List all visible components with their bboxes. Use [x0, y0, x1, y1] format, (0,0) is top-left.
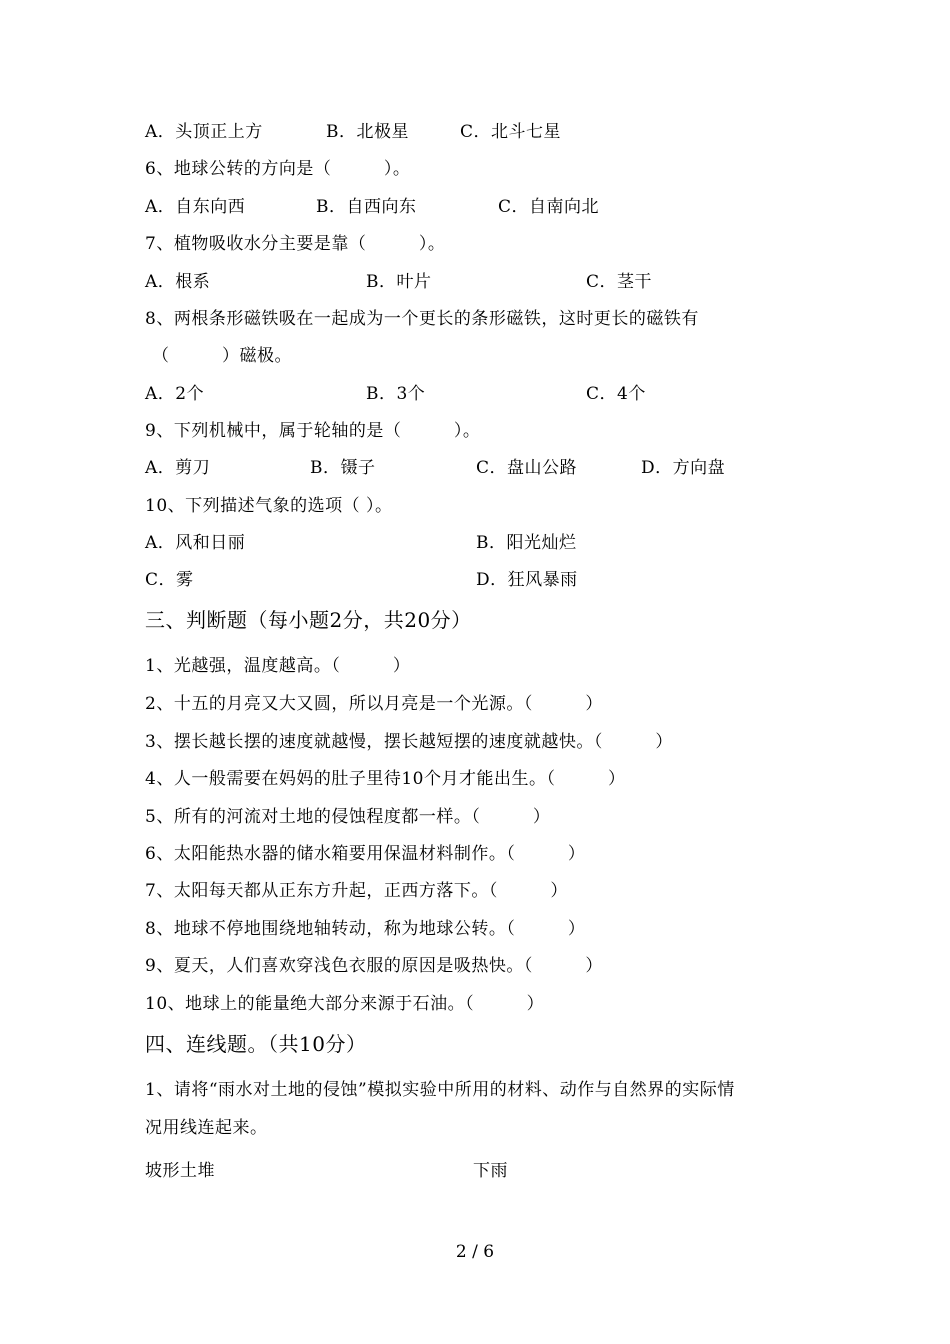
q10-stem: 10、下列描述气象的选项（ ）。	[145, 496, 393, 516]
q10-option-c: C．雾	[145, 570, 194, 590]
q7-option-c: C．茎干	[586, 272, 653, 292]
match-right-item: 下雨	[473, 1161, 508, 1181]
q7-stem: 7、植物吸收水分主要是靠（ ）。	[145, 234, 446, 254]
judge-item-4: 4、人一般需要在妈妈的肚子里待10个月才能出生。（ ）	[145, 769, 626, 789]
q6-option-c: C．自南向北	[498, 197, 600, 217]
q5-option-c: C．北斗七星	[460, 122, 562, 142]
judge-item-1: 1、光越强，温度越高。（ ）	[145, 656, 411, 676]
q8-stem-line2: （ ）磁极。	[152, 346, 292, 366]
judge-item-3: 3、摆长越长摆的速度就越慢，摆长越短摆的速度就越快。（ ）	[145, 732, 673, 752]
q6-option-a: A．自东向西	[145, 197, 246, 217]
q7-option-b: B．叶片	[366, 272, 432, 292]
q5-option-b: B．北极星	[326, 122, 409, 142]
q7-option-a: A．根系	[145, 272, 211, 292]
q6-stem: 6、地球公转的方向是（ ）。	[145, 159, 411, 179]
q10-option-a: A．风和日丽	[145, 533, 246, 553]
section3-title: 三、判断题（每小题2分，共20分）	[145, 608, 472, 632]
q8-option-c: C．4个	[586, 384, 646, 404]
q9-option-d: D．方向盘	[641, 458, 726, 478]
q9-option-a: A．剪刀	[145, 458, 211, 478]
page-number: 2 / 6	[455, 1242, 495, 1262]
q8-option-b: B．3个	[366, 384, 426, 404]
judge-item-10: 10、地球上的能量绝大部分来源于石油。（ ）	[145, 994, 545, 1014]
q9-stem: 9、下列机械中，属于轮轴的是（ ）。	[145, 421, 481, 441]
judge-item-2: 2、十五的月亮又大又圆，所以月亮是一个光源。（ ）	[145, 694, 603, 714]
match-q1-line1: 1、请将“雨水对土地的侵蚀”模拟实验中所用的材料、动作与自然界的实际情	[145, 1080, 735, 1100]
judge-item-6: 6、太阳能热水器的储水箱要用保温材料制作。（ ）	[145, 844, 586, 864]
q10-option-b: B．阳光灿烂	[476, 533, 577, 553]
section4-title: 四、连线题。（共10分）	[145, 1032, 367, 1056]
q5-option-a: A．头顶正上方	[145, 122, 263, 142]
judge-item-9: 9、夏天，人们喜欢穿浅色衣服的原因是吸热快。（ ）	[145, 956, 603, 976]
match-left-item: 坡形土堆	[145, 1161, 215, 1181]
q10-option-d: D．狂风暴雨	[476, 570, 578, 590]
match-q1-line2: 况用线连起来。	[145, 1118, 268, 1138]
q6-option-b: B．自西向东	[316, 197, 417, 217]
judge-item-7: 7、太阳每天都从正东方升起，正西方落下。（ ）	[145, 881, 568, 901]
q9-option-c: C．盘山公路	[476, 458, 578, 478]
judge-item-8: 8、地球不停地围绕地轴转动，称为地球公转。（ ）	[145, 919, 586, 939]
judge-item-5: 5、所有的河流对土地的侵蚀程度都一样。（ ）	[145, 807, 551, 827]
q8-stem-line1: 8、两根条形磁铁吸在一起成为一个更长的条形磁铁，这时更长的磁铁有	[145, 309, 699, 329]
q9-option-b: B．镊子	[310, 458, 376, 478]
q8-option-a: A．2个	[145, 384, 205, 404]
